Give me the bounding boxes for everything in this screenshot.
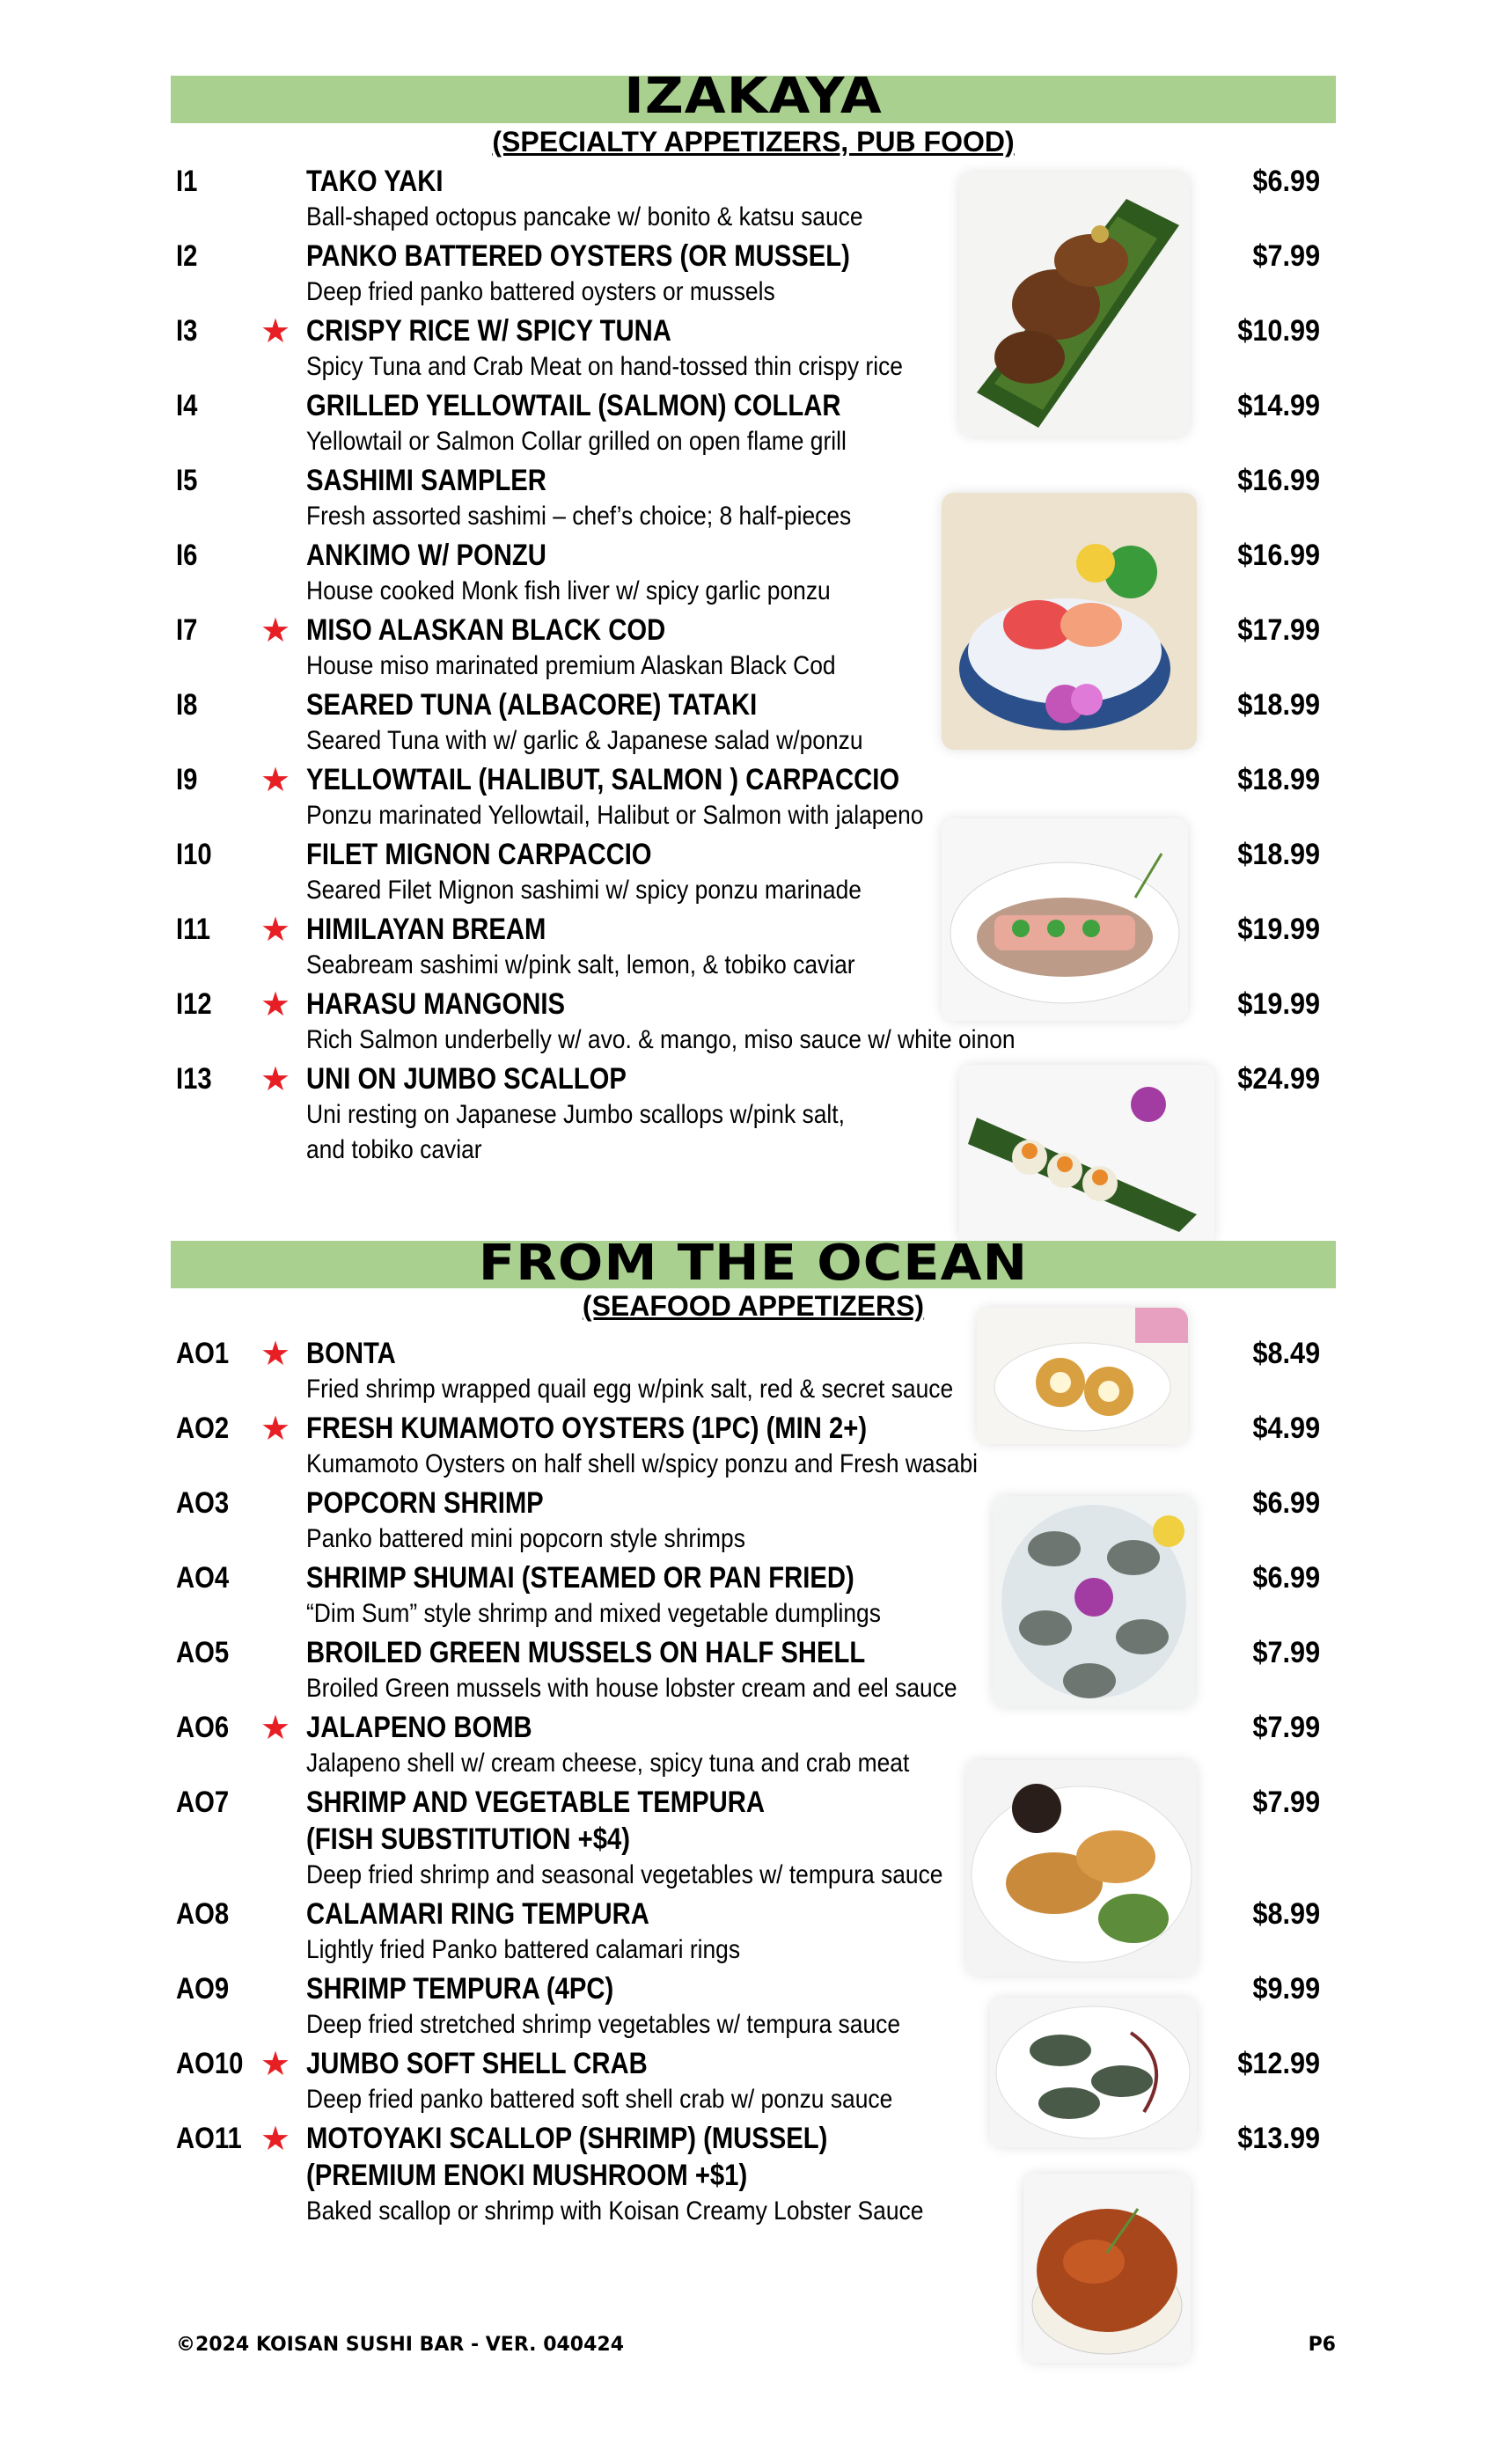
star-icon: ★ xyxy=(260,1061,291,1098)
izakaya-subtitle: (SPECIALTY APPETIZERS, PUB FOOD) xyxy=(492,126,1015,158)
item-description: Deep fried panko battered soft shell crab w/ ponzu sauce xyxy=(306,2085,893,2114)
menu-item xyxy=(0,612,1496,686)
menu-item xyxy=(0,1785,1496,1889)
item-price: $10.99 xyxy=(1237,314,1320,348)
item-price: $18.99 xyxy=(1237,838,1320,871)
item-description: Fried shrimp wrapped quail egg w/pink salt, red & secret sauce xyxy=(306,1375,954,1404)
item-code: AO2 xyxy=(176,1412,230,1445)
menu-item xyxy=(0,2046,1496,2120)
item-name: YELLOWTAIL (HALIBUT, SALMON ) CARPACCIO xyxy=(306,763,900,796)
item-code: I2 xyxy=(176,239,198,273)
menu-item xyxy=(0,1635,1496,1709)
item-code: I9 xyxy=(176,763,198,796)
item-price: $6.99 xyxy=(1252,1561,1320,1595)
item-price: $6.99 xyxy=(1252,165,1320,198)
item-price: $13.99 xyxy=(1237,2122,1320,2155)
star-icon: ★ xyxy=(260,912,291,949)
star-icon: ★ xyxy=(260,1710,291,1747)
star-icon: ★ xyxy=(260,762,291,799)
item-code: I11 xyxy=(176,913,211,946)
item-name: TAKO YAKI xyxy=(306,165,444,198)
item-name: CALAMARI RING TEMPURA xyxy=(306,1897,649,1931)
izakaya-title: IZAKAYA xyxy=(624,68,883,125)
item-name: HARASU MANGONIS xyxy=(306,987,566,1021)
item-name: MOTOYAKI SCALLOP (SHRIMP) (MUSSEL) xyxy=(306,2122,828,2155)
menu-item xyxy=(0,837,1496,911)
item-price: $18.99 xyxy=(1237,688,1320,722)
item-code: I3 xyxy=(176,314,198,348)
item-code: AO6 xyxy=(176,1711,230,1744)
mussels-photo xyxy=(990,1998,1197,2147)
star-icon: ★ xyxy=(260,612,291,649)
menu-item xyxy=(0,313,1496,387)
item-description: Kumamoto Oysters on half shell w/spicy ponzu and Fresh wasabi xyxy=(306,1449,979,1478)
item-price: $6.99 xyxy=(1252,1486,1320,1520)
item-code: I7 xyxy=(176,613,198,647)
item-name: SHRIMP AND VEGETABLE TEMPURA xyxy=(306,1786,765,1819)
item-description-secondary: and tobiko caviar xyxy=(306,1135,482,1164)
item-description: Ball-shaped octopus pancake w/ bonito & katsu sauce xyxy=(306,202,863,231)
item-price: $19.99 xyxy=(1237,987,1320,1021)
item-name-secondary: (PREMIUM ENOKI MUSHROOM +$1) xyxy=(306,2159,748,2192)
item-code: I12 xyxy=(176,987,212,1021)
item-code: AO4 xyxy=(176,1561,230,1595)
item-description: Uni resting on Japanese Jumbo scallops w/pink salt, xyxy=(306,1100,845,1129)
item-price: $14.99 xyxy=(1237,389,1320,422)
item-price: $16.99 xyxy=(1237,539,1320,572)
page-number: P6 xyxy=(1308,2334,1336,2356)
item-name: JALAPENO BOMB xyxy=(306,1711,532,1744)
item-name: JUMBO SOFT SHELL CRAB xyxy=(306,2047,648,2080)
item-description: House cooked Monk fish liver w/ spicy garlic ponzu xyxy=(306,576,831,605)
star-icon: ★ xyxy=(260,1336,291,1373)
menu-item xyxy=(0,912,1496,986)
ocean-title: FROM THE OCEAN xyxy=(478,1235,1029,1292)
item-name: UNI ON JUMBO SCALLOP xyxy=(306,1062,627,1096)
menu-item xyxy=(0,2121,1496,2226)
star-icon: ★ xyxy=(260,2046,291,2083)
item-description: Ponzu marinated Yellowtail, Halibut or Salmon with jalapeno xyxy=(306,801,924,830)
item-price: $8.99 xyxy=(1252,1897,1320,1931)
menu-item xyxy=(0,1411,1496,1485)
item-price: $9.99 xyxy=(1252,1972,1320,2006)
menu-item xyxy=(0,1971,1496,2045)
item-description: Spicy Tuna and Crab Meat on hand-tossed thin crispy rice xyxy=(306,352,903,381)
menu-item xyxy=(0,1336,1496,1410)
item-name: CRISPY RICE W/ SPICY TUNA xyxy=(306,314,671,348)
item-price: $19.99 xyxy=(1237,913,1320,946)
item-name: ANKIMO W/ PONZU xyxy=(306,539,546,572)
item-price: $7.99 xyxy=(1252,1786,1320,1819)
menu-item xyxy=(0,687,1496,761)
kumamoto-oysters-photo xyxy=(993,1496,1195,1707)
item-price: $17.99 xyxy=(1237,613,1320,647)
item-description: Jalapeno shell w/ cream cheese, spicy tuna and crab meat xyxy=(306,1749,910,1778)
item-price: $18.99 xyxy=(1237,763,1320,796)
menu-item xyxy=(0,238,1496,312)
item-description: Panko battered mini popcorn style shrimps xyxy=(306,1524,745,1553)
item-description: Broiled Green mussels with house lobster cream and eel sauce xyxy=(306,1674,957,1703)
item-price: $7.99 xyxy=(1252,1636,1320,1669)
item-name: GRILLED YELLOWTAIL (SALMON) COLLAR xyxy=(306,389,841,422)
item-description: Deep fried stretched shrimp vegetables w/ tempura sauce xyxy=(306,2010,901,2039)
item-name: MISO ALASKAN BLACK COD xyxy=(306,613,666,647)
menu-item xyxy=(0,164,1496,238)
item-price: $24.99 xyxy=(1237,1062,1320,1096)
star-icon: ★ xyxy=(260,313,291,350)
item-name: SHRIMP TEMPURA (4PC) xyxy=(306,1972,614,2006)
item-code: AO5 xyxy=(176,1636,230,1669)
item-price: $16.99 xyxy=(1237,464,1320,497)
item-name: SEARED TUNA (ALBACORE) TATAKI xyxy=(306,688,758,722)
item-code: I5 xyxy=(176,464,198,497)
menu-item xyxy=(0,1560,1496,1634)
menu-item xyxy=(0,388,1496,462)
footer-copyright: ©2024 KOISAN SUSHI BAR - VER. 040424 xyxy=(176,2334,625,2356)
item-description: Seabream sashimi w/pink salt, lemon, & tobiko caviar xyxy=(306,950,855,979)
item-price: $7.99 xyxy=(1252,1711,1320,1744)
item-description: Rich Salmon underbelly w/ avo. & mango, miso sauce w/ white oinon xyxy=(306,1025,1016,1054)
item-code: I6 xyxy=(176,539,198,572)
item-code: I1 xyxy=(176,165,198,198)
item-code: I8 xyxy=(176,688,198,722)
item-name: PANKO BATTERED OYSTERS (OR MUSSEL) xyxy=(306,239,850,273)
menu-item xyxy=(0,762,1496,836)
star-icon: ★ xyxy=(260,986,291,1023)
item-description: House miso marinated premium Alaskan Black Cod xyxy=(306,651,836,680)
item-price: $4.99 xyxy=(1252,1412,1320,1445)
tempura-photo xyxy=(966,1760,1197,1976)
item-name: FILET MIGNON CARPACCIO xyxy=(306,838,652,871)
item-description: Deep fried shrimp and seasonal vegetables w/ tempura sauce xyxy=(306,1860,943,1889)
item-description: Fresh assorted sashimi – chef’s choice; 8 half-pieces xyxy=(306,502,852,531)
item-description: Baked scallop or shrimp with Koisan Creamy Lobster Sauce xyxy=(306,2196,924,2226)
item-price: $8.49 xyxy=(1252,1337,1320,1370)
ocean-subtitle: (SEAFOOD APPETIZERS) xyxy=(582,1290,925,1322)
item-name: BONTA xyxy=(306,1337,396,1370)
menu-item xyxy=(0,986,1496,1060)
uni-scallop-photo xyxy=(959,1065,1214,1245)
crispy-rice-photo xyxy=(959,172,1190,436)
bonta-photo xyxy=(977,1308,1188,1444)
carpaccio-photo xyxy=(942,818,1188,1021)
star-icon: ★ xyxy=(260,2121,291,2158)
menu-item xyxy=(0,463,1496,537)
item-name: BROILED GREEN MUSSELS ON HALF SHELL xyxy=(306,1636,866,1669)
item-code: AO10 xyxy=(176,2047,244,2080)
item-description: “Dim Sum” style shrimp and mixed vegetable dumplings xyxy=(306,1599,881,1628)
item-code: AO8 xyxy=(176,1897,230,1931)
item-code: AO1 xyxy=(176,1337,230,1370)
item-description: Lightly fried Panko battered calamari rings xyxy=(306,1935,741,1964)
item-code: AO11 xyxy=(176,2122,242,2155)
item-name: SASHIMI SAMPLER xyxy=(306,464,546,497)
menu-item xyxy=(0,1710,1496,1784)
item-name: POPCORN SHRIMP xyxy=(306,1486,544,1520)
item-name: FRESH KUMAMOTO OYSTERS (1PC) (MIN 2+) xyxy=(306,1412,868,1445)
item-description: Deep fried panko battered oysters or mussels xyxy=(306,277,775,306)
star-icon: ★ xyxy=(260,1411,291,1448)
item-code: AO7 xyxy=(176,1786,230,1819)
item-code: I10 xyxy=(176,838,212,871)
item-name: HIMILAYAN BREAM xyxy=(306,913,546,946)
item-code: AO9 xyxy=(176,1972,230,2006)
item-description: Seared Filet Mignon sashimi w/ spicy ponzu marinade xyxy=(306,876,862,905)
item-code: AO3 xyxy=(176,1486,230,1520)
item-code: I13 xyxy=(176,1062,212,1096)
item-description: Yellowtail or Salmon Collar grilled on open flame grill xyxy=(306,427,847,456)
item-name-secondary: (FISH SUBSTITUTION +$4) xyxy=(306,1822,630,1856)
menu-item xyxy=(0,1896,1496,1970)
item-price: $7.99 xyxy=(1252,239,1320,273)
menu-item xyxy=(0,538,1496,612)
item-description: Seared Tuna with w/ garlic & Japanese salad w/ponzu xyxy=(306,726,863,755)
menu-item xyxy=(0,1485,1496,1559)
sashimi-sampler-photo xyxy=(942,493,1197,750)
menu-item xyxy=(0,1061,1496,1164)
item-name: SHRIMP SHUMAI (STEAMED OR PAN FRIED) xyxy=(306,1561,854,1595)
item-price: $12.99 xyxy=(1237,2047,1320,2080)
motoyaki-photo xyxy=(1023,2174,1191,2363)
item-code: I4 xyxy=(176,389,198,422)
